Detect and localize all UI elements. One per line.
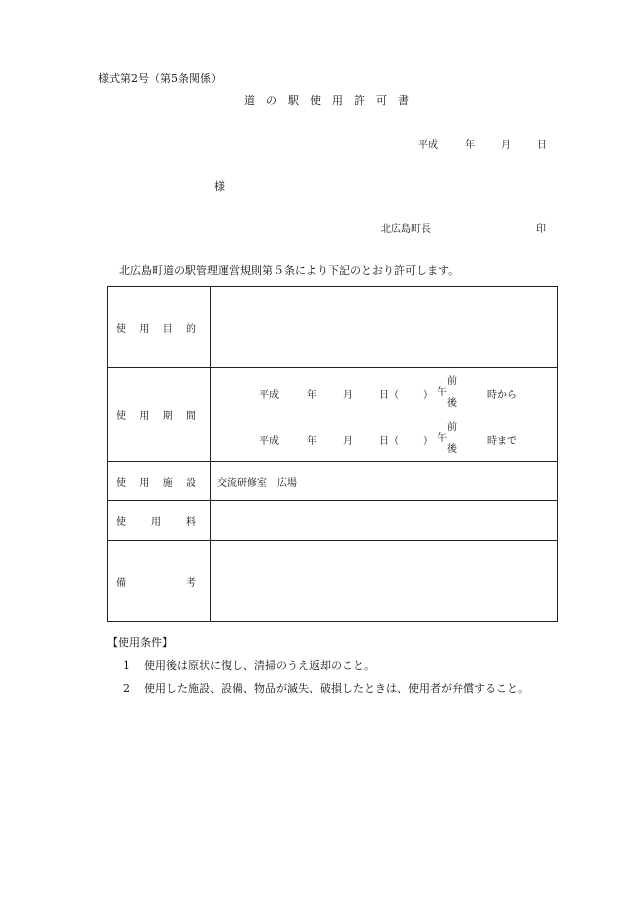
fee-label (108, 501, 211, 541)
notes-value[interactable] (211, 541, 558, 622)
condition-number: 2 (123, 682, 130, 695)
facility-value[interactable]: 交流研修室 広場 (211, 462, 558, 501)
label-char: 設 (185, 477, 196, 489)
label-char: 用 (139, 323, 150, 335)
label-char: 使 (116, 477, 126, 489)
issue-date-month: 月 (501, 140, 511, 151)
period-start-ampm (437, 376, 457, 409)
facility-label (108, 462, 211, 501)
period-end-day: 日（ (379, 436, 399, 447)
notes-label (108, 541, 211, 622)
period-start-year: 年 (307, 390, 317, 401)
table-row-purpose (108, 287, 558, 368)
condition-text: 使用した施設、設備、物品が滅失、破損したときは、使用者が弁償すること。 (144, 682, 529, 695)
purpose-value[interactable] (211, 287, 558, 368)
purpose-label (108, 287, 211, 368)
addressee-suffix: 様 (214, 180, 225, 193)
period-label (108, 368, 211, 462)
permission-statement: 北広島町道の駅管理運営規則第５条により下記のとおり許可します。 (119, 264, 460, 277)
am-mark: 前 (447, 376, 457, 387)
table-row-facility (108, 462, 558, 501)
label-char: 用 (151, 517, 161, 528)
label-char: 施 (162, 477, 173, 489)
label-char: 料 (186, 517, 196, 528)
label-char: 使 (116, 411, 126, 422)
issue-date-day: 日 (537, 140, 547, 151)
label-char: 備 (116, 577, 126, 589)
issue-date-year: 年 (465, 140, 475, 151)
label-char: 用 (139, 477, 150, 489)
conditions-heading: 【使用条件】 (107, 636, 173, 649)
period-start-day: 日（ (379, 390, 399, 401)
label-char: 間 (185, 411, 196, 422)
noon-mark: 午 (437, 387, 447, 398)
pm-mark: 後 (447, 398, 457, 409)
pm-mark: 後 (447, 444, 457, 455)
seal-mark: 印 (536, 224, 546, 235)
period-start-era: 平成 (259, 390, 279, 401)
issue-date-era: 平成 (418, 140, 438, 151)
condition-item (123, 657, 375, 673)
table-row-fee (108, 501, 558, 541)
label-char: 目 (162, 323, 173, 335)
label-char: 考 (186, 577, 196, 589)
condition-item (123, 680, 529, 696)
issuer-name: 北広島町長 (381, 224, 431, 235)
label-char: 的 (185, 323, 196, 335)
period-end-era: 平成 (259, 436, 279, 447)
table-row-period (108, 368, 558, 462)
period-end-paren: ） (423, 436, 433, 447)
period-end-line (211, 422, 557, 455)
period-value[interactable] (211, 368, 558, 462)
document-title: 道の駅使用許可書 (244, 94, 420, 107)
permit-table (107, 286, 558, 622)
period-end-suffix: 時まで (487, 436, 517, 447)
period-end-ampm (437, 422, 457, 455)
fee-value[interactable] (211, 501, 558, 541)
period-start-paren: ） (423, 390, 433, 401)
period-end-year: 年 (307, 436, 317, 447)
label-char: 使 (116, 517, 126, 528)
label-char: 用 (139, 411, 150, 422)
label-char: 使 (116, 323, 126, 335)
period-start-suffix: 時から (487, 390, 517, 401)
period-start-line (211, 376, 557, 409)
condition-text: 使用後は原状に復し、清掃のうえ返却のこと。 (144, 659, 375, 672)
noon-mark: 午 (437, 433, 447, 444)
condition-number: 1 (123, 659, 130, 672)
label-char: 期 (162, 411, 173, 422)
period-start-month: 月 (343, 390, 353, 401)
table-row-notes (108, 541, 558, 622)
form-number-label: 様式第2号（第5条関係） (98, 72, 222, 85)
period-end-month: 月 (343, 436, 353, 447)
am-mark: 前 (447, 422, 457, 433)
